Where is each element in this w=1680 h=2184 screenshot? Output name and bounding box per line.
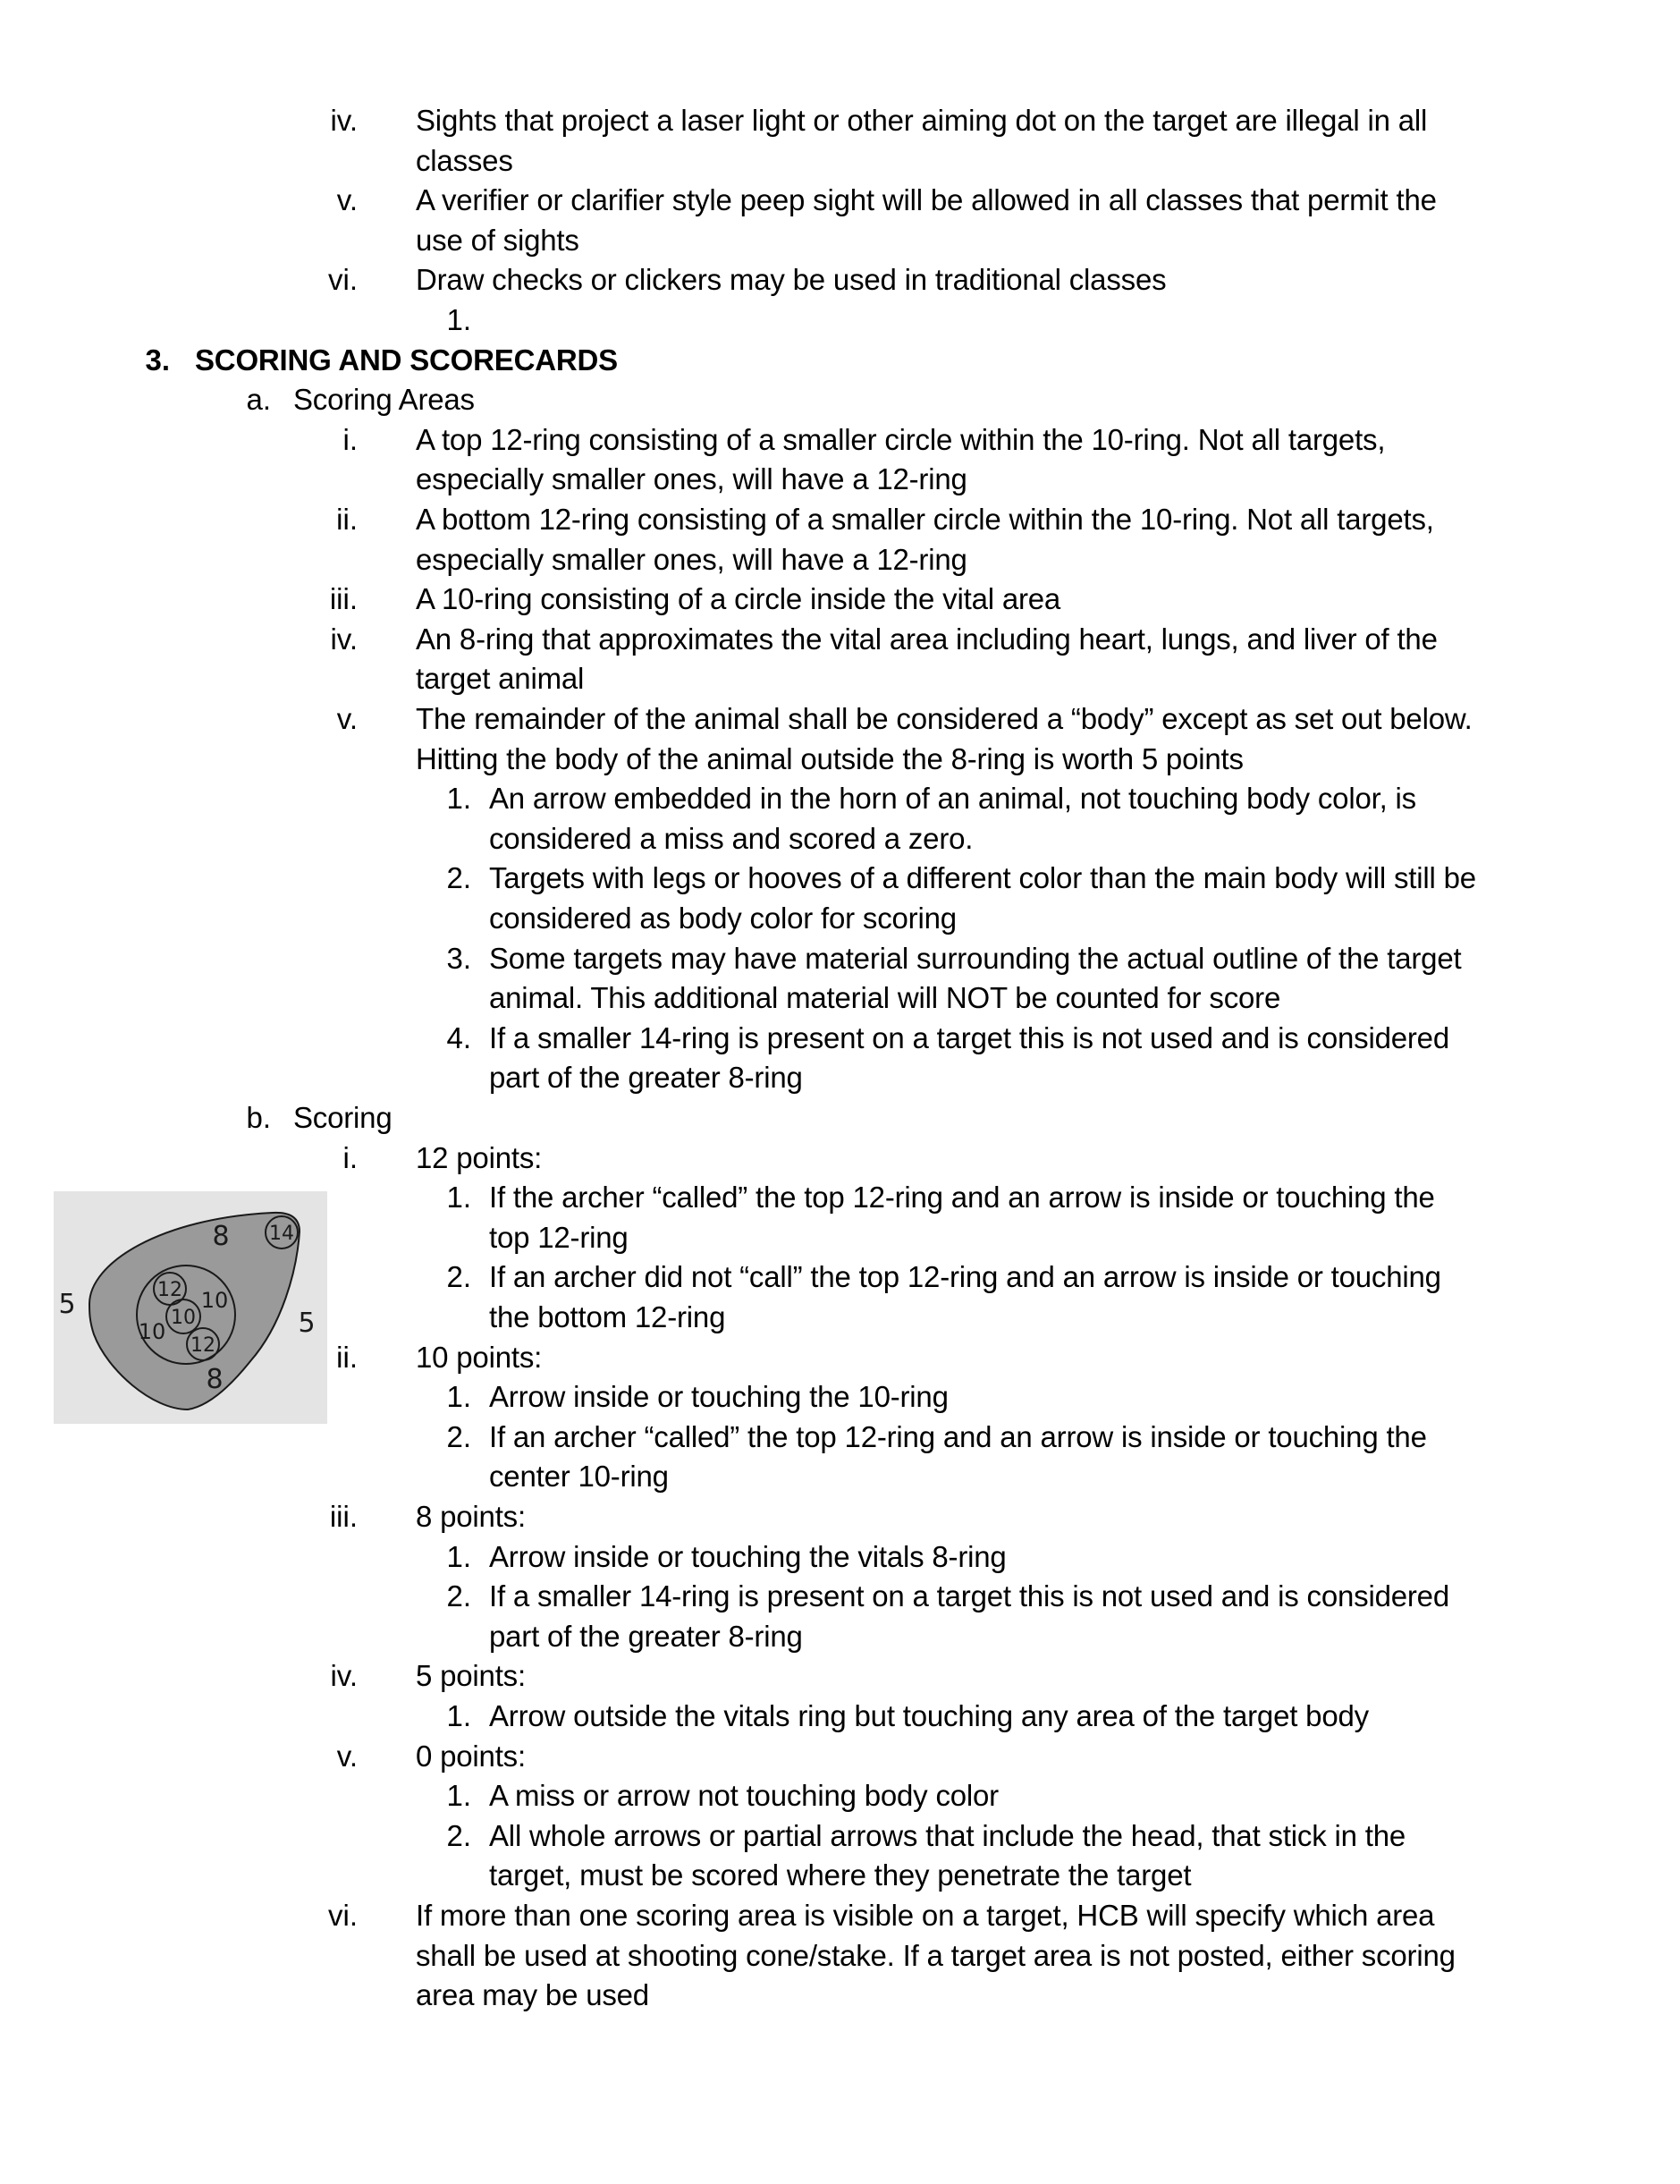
label-ring10-left: 10 [138, 1319, 166, 1344]
list-item-marker: i. [342, 422, 358, 456]
sublist-item-text: If an archer did not “call” the top 12-ring and an arrow is inside or touching [489, 1260, 1441, 1294]
sublist-item-marker: 1. [446, 1779, 471, 1813]
list-item-marker: i. [342, 1140, 358, 1174]
list-item-marker: ii. [336, 503, 358, 536]
label-ring-14: 14 [269, 1223, 294, 1245]
sublist-item-marker: 1. [446, 1699, 471, 1732]
sublist-item-marker: 1. [446, 782, 471, 816]
list-item-text: An 8-ring that approximates the vital area including heart, lungs, and liver of the [416, 622, 1438, 656]
sublist-item-text: If a smaller 14-ring is present on a target this is not used and is considered [489, 1020, 1449, 1054]
list-item-text: shall be used at shooting cone/stake. If a target area is not posted, either scoring [416, 1938, 1456, 1972]
subsection-title: Scoring [293, 1101, 393, 1134]
sublist-item-text: part of the greater 8-ring [489, 1061, 803, 1095]
sublist-item-marker: 4. [446, 1020, 471, 1054]
subsection-marker: a. [246, 383, 271, 417]
sublist-item-text: center 10-ring [489, 1460, 669, 1494]
list-item-text: A verifier or clarifier style peep sight will be allowed in all classes that permit the [416, 183, 1437, 217]
sublist-item-text: Some targets may have material surrounding the actual outline of the target [489, 941, 1462, 975]
sublist-item-marker: 2. [446, 1260, 471, 1294]
sublist-item-text: Arrow inside or touching the vitals 8-ring [489, 1539, 1007, 1573]
list-item-marker: iii. [329, 1500, 358, 1533]
sublist-item-text: the bottom 12-ring [489, 1300, 726, 1333]
sublist-item-marker: 1. [446, 1380, 471, 1414]
sublist-item-marker: 3. [446, 941, 471, 975]
list-item-text: target animal [416, 662, 585, 696]
list-item-text: 0 points: [416, 1739, 526, 1773]
list-item-text: A bottom 12-ring consisting of a smaller circle within the 10-ring. Not all targets, [416, 503, 1434, 536]
sublist-item-marker: 1. [446, 1539, 471, 1573]
list-item-text: especially smaller ones, will have a 12-ring [416, 542, 967, 576]
sublist-item-text: An arrow embedded in the horn of an animal, not touching body color, is [489, 782, 1416, 816]
sublist-item-text: All whole arrows or partial arrows that include the head, that stick in the [489, 1818, 1406, 1852]
list-item-text: If more than one scoring area is visible on a target, HCB will specify which area [416, 1899, 1435, 1932]
sublist-item-text: A miss or arrow not touching body color [489, 1779, 999, 1813]
label-outside-left: 5 [58, 1289, 76, 1320]
list-item-text: area may be used [416, 1978, 649, 2012]
label-bottom-12: 12 [190, 1334, 215, 1357]
list-item-marker: iv. [330, 622, 358, 656]
list-item-text: Sights that project a laser light or other aiming dot on the target are illegal in all [416, 104, 1428, 137]
list-item-text: A top 12-ring consisting of a smaller circle within the 10-ring. Not all targets, [416, 422, 1386, 456]
list-item-text: classes [416, 143, 513, 177]
list-item-marker: iv. [330, 104, 358, 137]
sublist-item-text: If the archer “called” the top 12-ring and an arrow is inside or touching the [489, 1181, 1435, 1215]
sublist-item-text: Targets with legs or hooves of a different color than the main body will still be [489, 861, 1476, 895]
section-title: SCORING AND SCORECARDS [195, 343, 618, 377]
sublist-item-text: target, must be scored where they penetrate the target [489, 1858, 1192, 1892]
list-item-text: 10 points: [416, 1340, 543, 1374]
list-item-text: A 10-ring consisting of a circle inside the vital area [416, 582, 1061, 616]
list-marker: 1. [446, 303, 471, 336]
label-outside-right: 5 [298, 1308, 316, 1339]
sublist-item-marker: 2. [446, 1579, 471, 1613]
list-item-marker: v. [336, 183, 358, 217]
list-item-marker: iv. [330, 1659, 358, 1693]
sublist-item-text: animal. This additional material will NOT be counted for score [489, 981, 1281, 1015]
sublist-item-text: top 12-ring [489, 1220, 629, 1254]
subsection-title: Scoring Areas [293, 383, 475, 417]
sublist-item-marker: 2. [446, 1818, 471, 1852]
sublist-item-text: If a smaller 14-ring is present on a target this is not used and is considered [489, 1579, 1449, 1613]
sublist-item-text: Arrow inside or touching the 10-ring [489, 1380, 949, 1414]
sublist-item-marker: 1. [446, 1181, 471, 1215]
sublist-item-text: considered as body color for scoring [489, 902, 957, 935]
list-item-text: Hitting the body of the animal outside the 8-ring is worth 5 points [416, 741, 1244, 775]
sublist-item-text: part of the greater 8-ring [489, 1619, 803, 1653]
list-item-text: use of sights [416, 223, 579, 257]
target-scoring-diagram [54, 1191, 327, 1424]
sublist-item-text: considered a miss and scored a zero. [489, 821, 974, 855]
label-vital-top: 8 [212, 1221, 230, 1252]
list-item-marker: vi. [328, 1899, 358, 1932]
list-item-marker: vi. [328, 263, 358, 297]
list-item-text: Draw checks or clickers may be used in traditional classes [416, 263, 1167, 297]
sublist-item-marker: 2. [446, 861, 471, 895]
label-top-12: 12 [157, 1279, 182, 1301]
section-number: 3. [145, 343, 170, 377]
label-ring10-right: 10 [200, 1288, 229, 1313]
list-item-text: 5 points: [416, 1659, 526, 1693]
list-item-text: 8 points: [416, 1500, 526, 1533]
list-item-marker: iii. [329, 582, 358, 616]
list-item-text: 12 points: [416, 1140, 543, 1174]
list-item-marker: v. [336, 1739, 358, 1773]
label-center-10: 10 [171, 1307, 196, 1329]
label-vital-bottom: 8 [206, 1364, 224, 1395]
list-item-marker: v. [336, 702, 358, 735]
sublist-item-text: If an archer “called” the top 12-ring and an arrow is inside or touching the [489, 1419, 1427, 1453]
subsection-marker: b. [246, 1101, 271, 1134]
list-item-marker: ii. [336, 1340, 358, 1374]
list-item-text: The remainder of the animal shall be considered a “body” except as set out below. [416, 702, 1473, 735]
sublist-item-text: Arrow outside the vitals ring but touching any area of the target body [489, 1699, 1369, 1732]
list-item-text: especially smaller ones, will have a 12-ring [416, 462, 967, 496]
sublist-item-marker: 2. [446, 1419, 471, 1453]
